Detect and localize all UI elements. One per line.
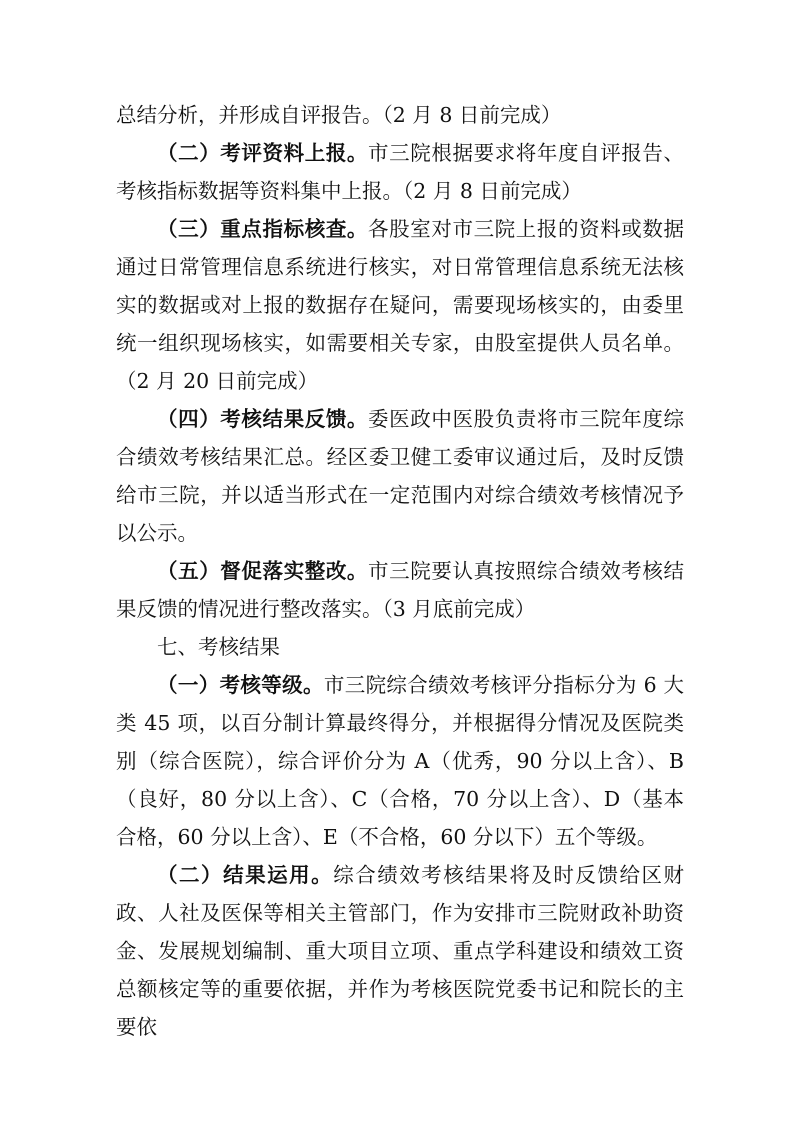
paragraph-2-text: 市三院根据要求将年度自评报告、考核指标数据等资料集中上报。（2 月 8 日前完成） [116, 141, 685, 203]
paragraph-8-text: 综合绩效考核结果将及时反馈给区财政、人社及医保等相关主管部门，作为安排市三院财政补助资金、发展规划编制、重大项目立项、重点学科建设和绩效工资总额核定等的重要依据，并作为考核医院党委书记和院长的主要依 [116, 863, 685, 1039]
paragraph-3 [116, 210, 684, 400]
document-body [116, 96, 684, 1046]
paragraph-5-heading: （五）督促落实整改。 [157, 559, 369, 583]
paragraph-5 [116, 552, 684, 628]
paragraph-8 [116, 856, 684, 1046]
paragraph-4-heading: （四）考核结果反馈。 [157, 407, 369, 431]
paragraph-1-text: 总结分析，并形成自评报告。（2 月 8 日前完成） [116, 103, 562, 127]
section-heading-7 [116, 628, 684, 666]
paragraph-2-heading: （二）考评资料上报。 [157, 141, 369, 165]
paragraph-7-heading: （一）考核等级。 [157, 673, 324, 697]
paragraph-7 [116, 666, 684, 856]
paragraph-3-text: 各股室对市三院上报的资料或数据通过日常管理信息系统进行核实，对日常管理信息系统无法核实的数据或对上报的数据存在疑问，需要现场核实的，由委里统一组织现场核实，如需要相关专家，由股室提供人员名单。（2 月 20 日前完成） [116, 217, 685, 393]
paragraph-4-text: 委医政中医股负责将市三院年度综合绩效考核结果汇总。经区委卫健工委审议通过后，及时反馈给市三院，并以适当形式在一定范围内对综合绩效考核情况予以公示。 [116, 407, 685, 545]
paragraph-7-text: 市三院综合绩效考核评分指标分为 6 大类 45 项，以百分制计算最终得分，并根据得分情况及医院类别（综合医院），综合评价分为 A（优秀，90 分以上含）、B（良好，80 分以上含）、C（合格，70 分以上含）、D（基本合格，60 分以上含）、E（不合格，60 分以下）五个等级。 [116, 673, 685, 849]
paragraph-2 [116, 134, 684, 210]
paragraph-5-text: 市三院要认真按照综合绩效考核结果反馈的情况进行整改落实。（3 月底前完成） [116, 559, 685, 621]
paragraph-8-heading: （二）结果运用。 [157, 863, 334, 887]
paragraph-1 [116, 96, 684, 134]
paragraph-3-heading: （三）重点指标核查。 [157, 217, 369, 241]
section-heading-7-text: 七、考核结果 [157, 635, 280, 659]
paragraph-4 [116, 400, 684, 552]
